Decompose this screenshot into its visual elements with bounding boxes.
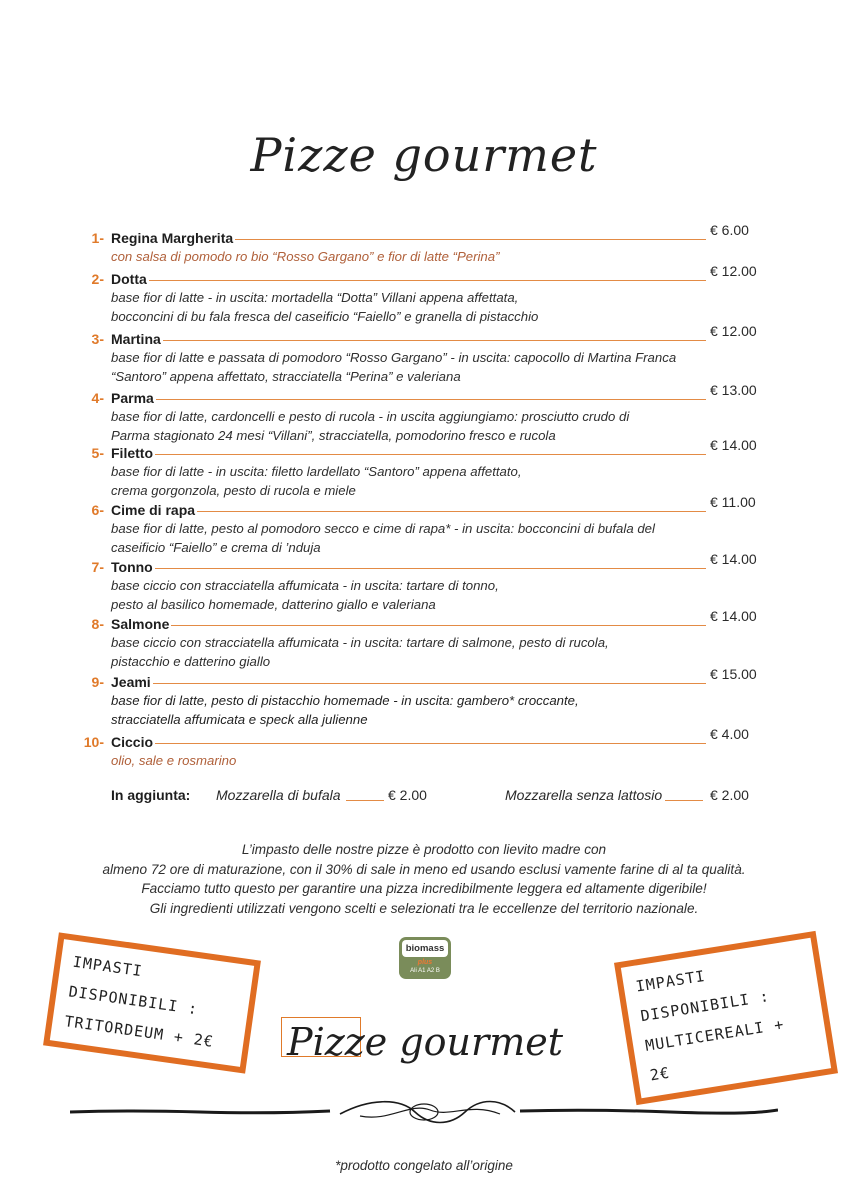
leader-line: [111, 399, 706, 400]
footer-title: Pizze gourmet: [287, 1020, 563, 1064]
biomass-logo: [399, 937, 451, 979]
logo-brand: biomass: [402, 940, 448, 957]
item-name: Cime di rapa: [111, 502, 196, 518]
item-description: olio, sale e rosmarino: [111, 753, 237, 768]
dough-note: [0, 840, 848, 918]
item-name: Ciccio: [111, 734, 154, 750]
extras-row: [0, 787, 848, 807]
item-number: 7-: [91, 559, 104, 575]
extra-item-1: Mozzarella di bufala: [216, 787, 341, 803]
item-number: 5-: [91, 445, 104, 461]
leader-line: [111, 340, 706, 341]
note-line: Facciamo tutto questo per garantire una pizza incredibilmente leggera ed altamente digeribile!: [141, 881, 707, 896]
leader-line: [111, 625, 706, 626]
leader-line: [346, 800, 384, 801]
item-number: 4-: [91, 390, 104, 406]
leader-line: [111, 568, 706, 569]
extra-item-2: Mozzarella senza lattosio: [505, 787, 663, 803]
item-number: 10-: [83, 734, 104, 750]
footnote: *prodotto congelato all’origine: [335, 1158, 513, 1173]
item-description: base fior di latte - in uscita: filetto lardellato “Santoro” appena affettato, crema gorgonzola, pesto di rucola e miele: [111, 464, 522, 498]
stamp-multicereali: [614, 931, 838, 1105]
item-description: base fior di latte, pesto al pomodoro secco e cime di rapa* - in uscita: bocconcini di bufala del caseificio “Faiello” e crema di ’nduja: [111, 521, 655, 555]
item-price: € 12.00: [710, 323, 757, 339]
item-description: base fior di latte, cardoncelli e pesto di rucola - in uscita aggiungiamo: prosciutto crudo di Parma stagionato 24 mesi “Villani”, stracciatella, pomodorino fresco e rucola: [111, 409, 630, 443]
item-price: € 11.00: [710, 494, 756, 510]
logo-sub: plus: [417, 959, 433, 966]
item-number: 2-: [91, 271, 104, 287]
item-price: € 6.00: [710, 222, 749, 238]
stamp-line: TRITORDEUM + 2€: [63, 1012, 215, 1051]
item-description: base fior di latte e passata di pomodoro “Rosso Gargano” - in uscita: capocollo di Martina Franca “Santoro” appena affettato, stracciatella “Perina” e valeriana: [111, 350, 677, 384]
item-price: € 14.00: [710, 437, 757, 453]
note-line: Gli ingredienti utilizzati vengono scelti e selezionati tra le eccellenze del territorio nazionale.: [149, 900, 699, 916]
stamp-tritordeum: [43, 932, 261, 1073]
item-number: 9-: [91, 674, 104, 690]
leader-line: [665, 800, 703, 801]
item-name: Salmone: [111, 616, 170, 632]
page-title: Pizze gourmet: [250, 128, 598, 182]
item-name: Martina: [111, 331, 161, 347]
item-name: Jeami: [111, 674, 151, 690]
item-description: con salsa di pomodo ro bio “Rosso Gargano” e fior di latte “Perina”: [111, 249, 500, 264]
item-name: Dotta: [111, 271, 147, 287]
extra-price-2: € 2.00: [710, 787, 749, 803]
leader-line: [111, 743, 706, 744]
stamp-line: IMPASTI DISPONIBILI :: [634, 966, 771, 1026]
logo-tag: Ali A1 A2 B: [410, 968, 440, 974]
stamp-line: IMPASTI DISPONIBILI :: [67, 952, 200, 1019]
item-price: € 15.00: [710, 666, 757, 682]
leader-line: [111, 454, 706, 455]
item-description: base ciccio con stracciatella affumicata - in uscita: tartare di tonno, pesto al basilico homemade, datterino giallo e valeriana: [111, 578, 499, 612]
extras-label: In aggiunta:: [111, 787, 191, 803]
item-description: base fior di latte - in uscita: mortadella “Dotta” Villani appena affettata, bocconcini di bu fala fresca del caseificio “Faiello” e granella di pistacchio: [111, 290, 539, 324]
item-price: € 14.00: [710, 608, 757, 624]
stamp-line: MULTICEREALI + 2€: [643, 1015, 786, 1085]
item-name: Tonno: [111, 559, 153, 575]
item-price: € 13.00: [710, 382, 757, 398]
flourish-divider: [70, 1092, 778, 1132]
item-number: 8-: [91, 616, 104, 632]
item-price: € 4.00: [710, 726, 749, 742]
item-number: 1-: [91, 230, 104, 246]
item-name: Parma: [111, 390, 154, 406]
note-line: almeno 72 ore di maturazione, con il 30% di sale in meno ed usando esclusi vamente farine di al ta qualità.: [102, 861, 746, 877]
leader-line: [111, 280, 706, 281]
leader-line: [111, 683, 706, 684]
item-price: € 14.00: [710, 551, 757, 567]
item-name: Filetto: [111, 445, 153, 461]
note-line: L’impasto delle nostre pizze è prodotto con lievito madre con: [241, 842, 607, 857]
item-name: Regina Margherita: [111, 230, 234, 246]
item-description: base ciccio con stracciatella affumicata - in uscita: tartare di salmone, pesto di rucola, pistacchio e datterino giallo: [111, 635, 609, 669]
item-number: 6-: [91, 502, 104, 518]
item-number: 3-: [91, 331, 104, 347]
item-description: base fior di latte, pesto di pistacchio homemade - in uscita: gambero* croccante, stracciatella affumicata e speck alla julienne: [111, 693, 579, 727]
item-price: € 12.00: [710, 263, 757, 279]
leader-line: [111, 511, 706, 512]
extra-price-1: € 2.00: [388, 787, 427, 803]
